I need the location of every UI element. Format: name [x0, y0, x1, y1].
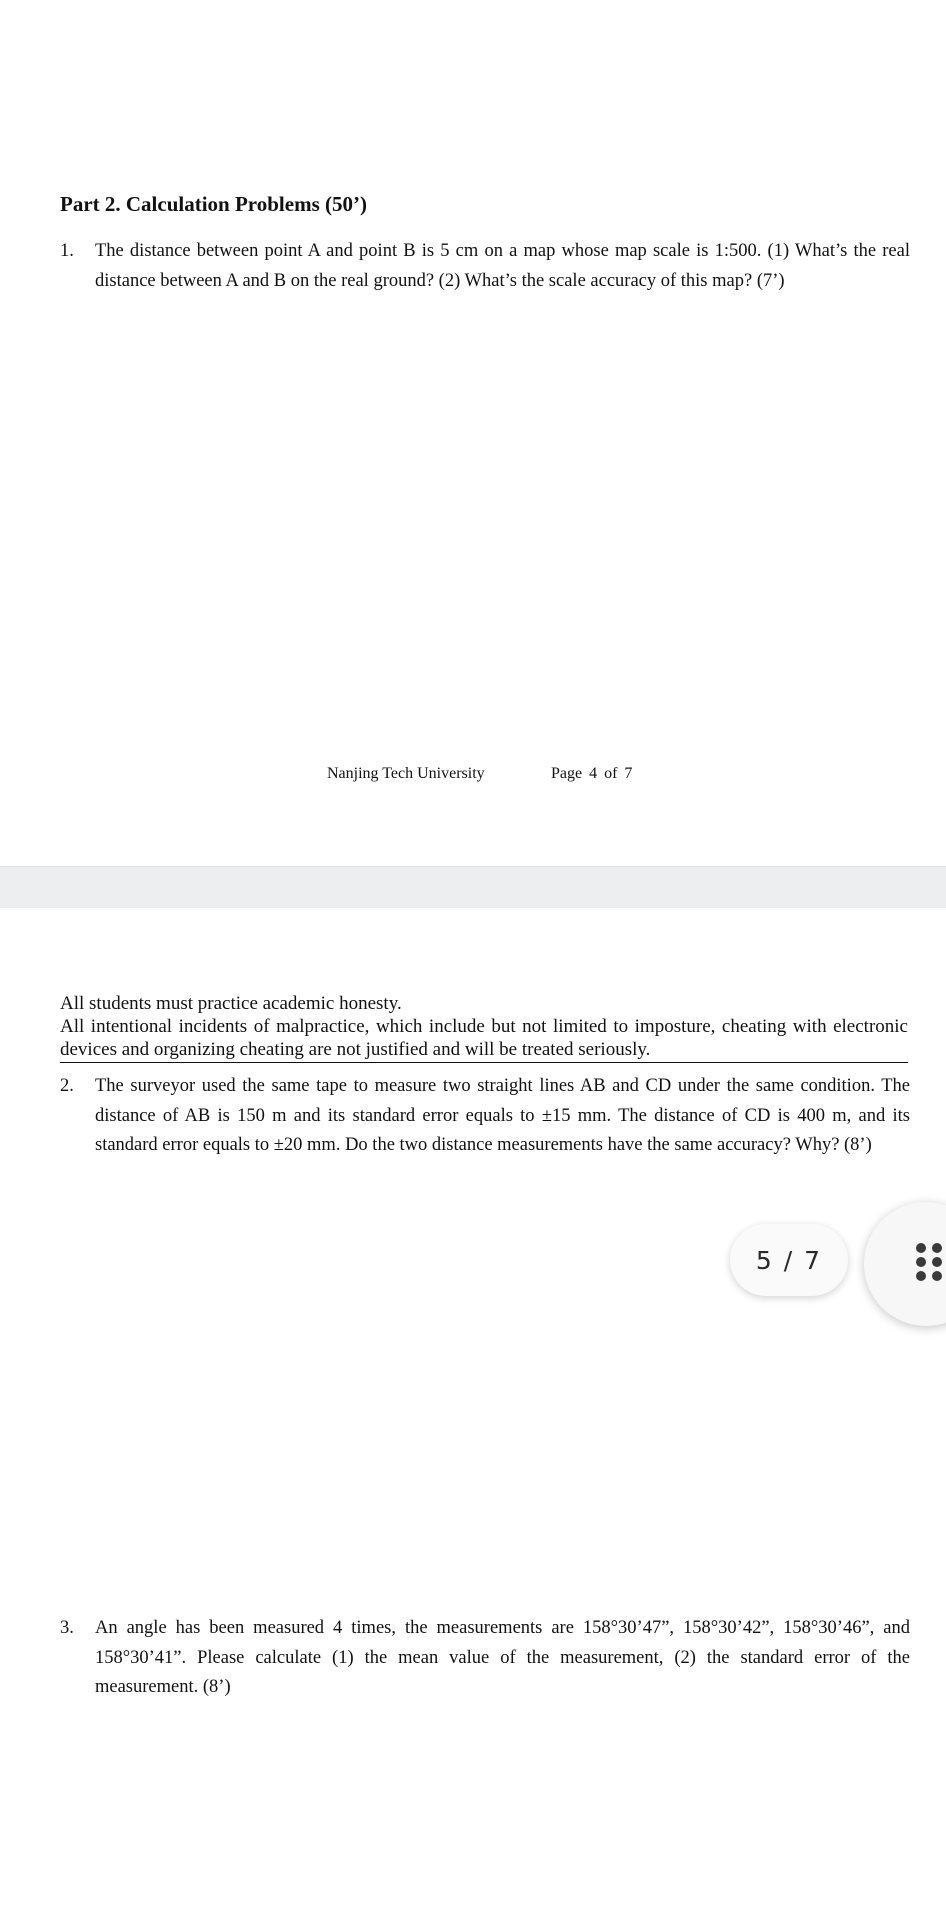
section-title: Part 2. Calculation Problems (50’): [60, 192, 367, 216]
academic-honesty-notice: [60, 992, 908, 1063]
question-text: An angle has been measured 4 times, the measurements are 158°30’47”, 158°30’42”, 158°30’46”, and 158°30’41”. Please calculate (1) the mean value of the measurement, (2) the standard error of the measurement. (8’): [95, 1618, 910, 1697]
page-gap: [0, 866, 946, 910]
honesty-line-2: All intentional incidents of malpractice, which include but not limited to imposture, cheating with electronic devices and organizing cheating are not justified and will be treated seriously.: [60, 1016, 908, 1060]
grid-dots-icon[interactable]: [916, 1243, 946, 1283]
question-number: 3.: [60, 1618, 74, 1638]
question-3: [60, 1614, 910, 1703]
question-2: [60, 1072, 910, 1161]
document-page-4: [0, 0, 946, 866]
question-text: The surveyor used the same tape to measure two straight lines AB and CD under the same condition. The distance of AB is 150 m and its standard error equals to ±15 mm. The distance of CD is 400 m, and its standard error equals to ±20 mm. Do the two distance measurements have the same accuracy? Why? (8’): [95, 1076, 910, 1155]
footer-university: Nanjing Tech University: [327, 765, 485, 782]
honesty-line-1: All students must practice academic honesty.: [60, 993, 402, 1014]
page-indicator[interactable]: 5 / 7: [730, 1224, 848, 1296]
question-number: 2.: [60, 1076, 74, 1096]
question-1: [60, 237, 910, 296]
footer-page-number: Page 4 of 7: [551, 765, 633, 782]
question-number: 1.: [60, 241, 74, 261]
question-text: The distance between point A and point B is 5 cm on a map whose map scale is 1:500. (1) What’s the real distance between A and B on the real ground? (2) What’s the scale accuracy of this map? (7’): [95, 241, 910, 291]
